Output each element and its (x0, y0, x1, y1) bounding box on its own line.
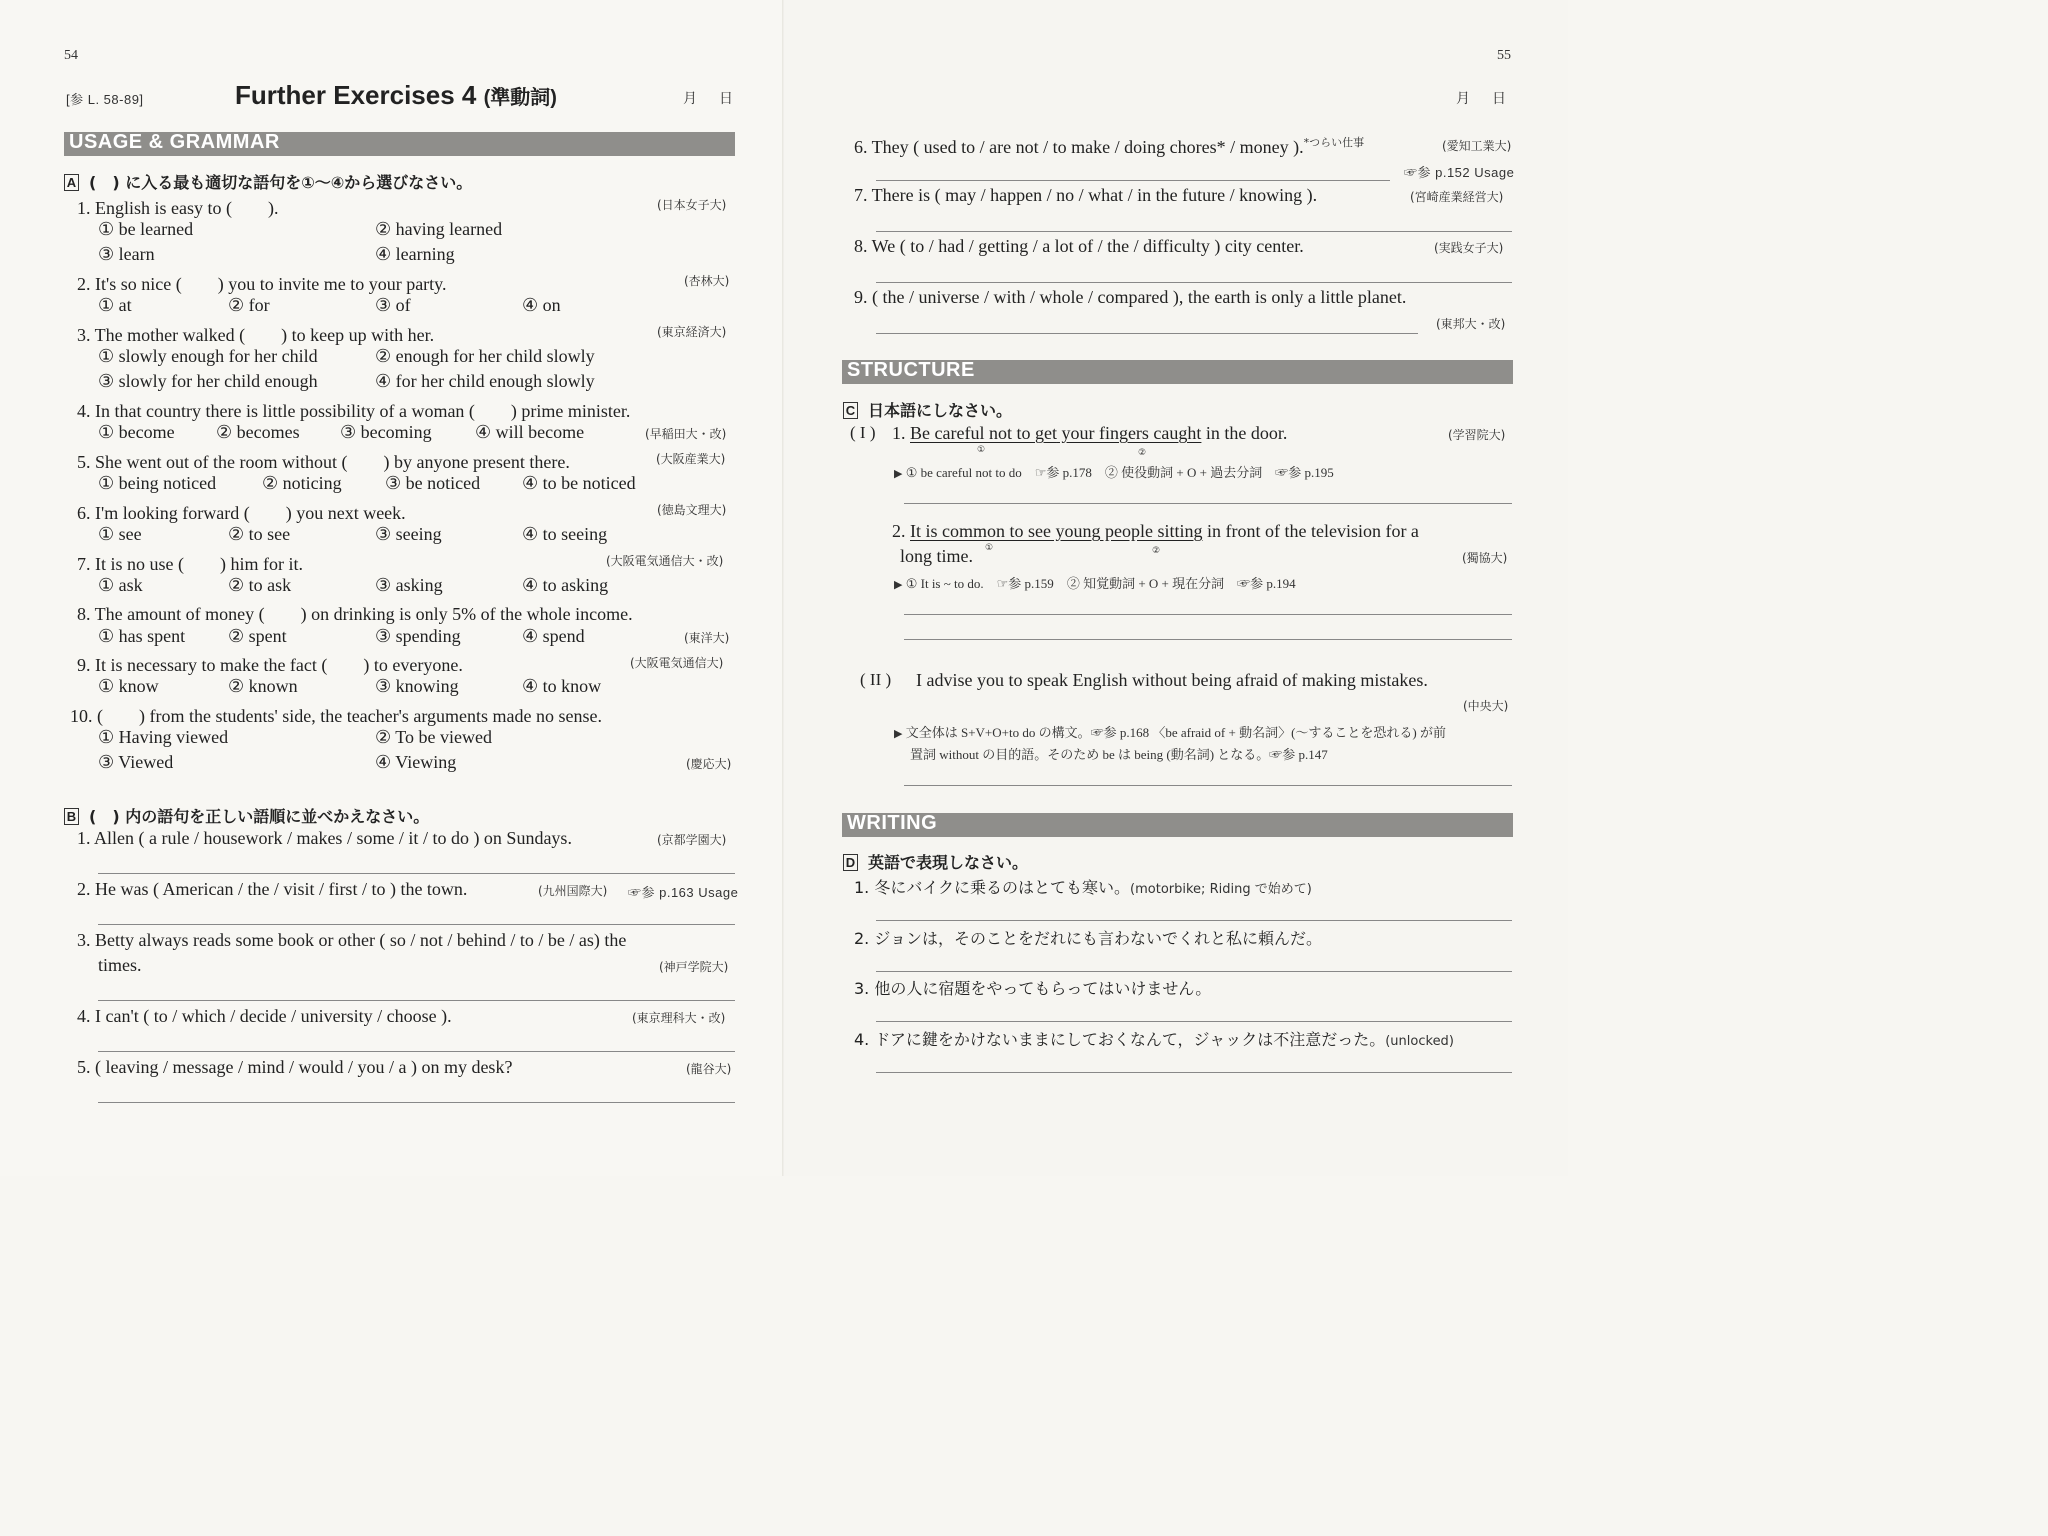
section-title: WRITING (847, 812, 938, 834)
answer-line (876, 920, 1512, 921)
answer-line (98, 1000, 735, 1001)
option: ① has spent (98, 626, 186, 646)
question-text: in the door. (1201, 423, 1288, 443)
option: ② spent (228, 626, 287, 646)
answer-line (876, 282, 1512, 283)
answer-line (876, 231, 1512, 232)
title-text: Further Exercises 4 (235, 80, 477, 110)
question-text: in front of the television for a (1202, 521, 1419, 541)
option: ② noticing (262, 473, 342, 493)
source: (慶応大) (686, 757, 732, 771)
part-a-instruction (64, 170, 472, 193)
answer-line (876, 1072, 1512, 1073)
source: (日本女子大) (657, 198, 727, 212)
answer-line (904, 503, 1512, 504)
question-b3: 3. Betty always reads some book or other ( so / not / behind / to / be / as) the (77, 930, 627, 950)
hint-text: ① be careful not to do (905, 465, 1022, 480)
option: ② to see (228, 524, 291, 544)
reference-tag: [参 L. 58-89] (66, 92, 144, 107)
option: ② having learned (375, 219, 503, 239)
source: (早稲田大・改) (645, 427, 727, 441)
option: ④ to seeing (522, 524, 608, 544)
option: ④ for her child enough slowly (375, 371, 595, 391)
option: ③ learn (98, 244, 155, 264)
option: ④ learning (375, 244, 455, 264)
footnote: *つらい仕事 (1303, 136, 1365, 149)
option: ① Having viewed (98, 727, 229, 747)
source: (京都学園大) (657, 833, 727, 847)
answer-line (904, 614, 1512, 615)
source: (東邦大・改) (1436, 317, 1506, 331)
part-a-label: A (64, 174, 79, 191)
part-d-instruction (843, 850, 1028, 873)
option: ③ of (375, 295, 411, 315)
part-d-label: D (843, 854, 858, 871)
question-b4: 4. I can't ( to / which / decide / university / choose ). (77, 1006, 452, 1026)
option: ① become (98, 422, 175, 442)
option: ② for (228, 295, 270, 315)
answer-line (98, 1051, 735, 1052)
source: (獨協大) (1462, 551, 1508, 565)
question-a5: 5. She went out of the room without ( ) by anyone present there. (77, 452, 570, 472)
option: ③ becoming (340, 422, 432, 442)
question-c1 (892, 423, 1287, 444)
option: ① slowly enough for her child (98, 346, 318, 366)
question-a7: 7. It is no use ( ) him for it. (77, 554, 303, 574)
question-a4: 4. In that country there is little possibility of a woman ( ) prime minister. (77, 401, 631, 421)
marker-1: ① (985, 543, 994, 553)
answer-line (876, 1021, 1512, 1022)
source: (中央大) (1463, 699, 1509, 713)
hint-text: ② 使役動詞 + O + 過去分詞 (1104, 465, 1263, 480)
answer-line (876, 971, 1512, 972)
source: (学習院大) (1448, 428, 1506, 442)
option: ② To be viewed (375, 727, 493, 747)
hint-c3-cont: 置詞 without の目的語。そのため be は being (動名詞) となる。☞参 p.147 (910, 747, 1328, 762)
option: ③ seeing (375, 524, 442, 544)
option: ② known (228, 676, 298, 696)
option: ④ to know (522, 676, 602, 696)
reference-link: ☞参 p.178 (1034, 465, 1092, 480)
option: ④ on (522, 295, 561, 315)
question-b7: 7. There is ( may / happen / no / what / in the future / knowing ). (854, 185, 1318, 205)
answer-line (904, 639, 1512, 640)
question-b5: 5. ( leaving / message / mind / would / you / a ) on my desk? (77, 1057, 513, 1077)
marker-2: ② (1138, 448, 1147, 458)
hint-text: 文全体は S+V+O+to do の構文。☞参 p.168 〈be afraid of + 動名詞〉(〜することを恐れる) が前 (905, 725, 1446, 740)
question-b8: 8. We ( to / had / getting / a lot of / the / difficulty ) city center. (854, 236, 1304, 256)
option: ④ to be noticed (522, 473, 636, 493)
option: ③ spending (375, 626, 461, 646)
page-number: 54 (64, 48, 78, 63)
question-a3: 3. The mother walked ( ) to keep up with her. (77, 325, 435, 345)
reference-link: ☞参 p.152 Usage (1404, 165, 1515, 180)
marker-1: ① (977, 445, 986, 455)
question-number: 2. (892, 521, 906, 541)
part-b-instruction (64, 804, 429, 827)
instruction-text: ( ) に入る最も適切な語句を①〜④から選びなさい。 (89, 173, 473, 192)
question-d4 (854, 1027, 1454, 1050)
option: ② becomes (216, 422, 300, 442)
option: ① be learned (98, 219, 194, 239)
reference-link: ☞参 p.159 (996, 576, 1054, 591)
instruction-text: ( ) 内の語句を正しい語順に並べかえなさい。 (89, 807, 430, 826)
answer-line (98, 1102, 735, 1103)
instruction-text: 日本語にしなさい。 (868, 401, 1013, 420)
page-number: 55 (1497, 48, 1511, 63)
reference-link: ☞参 p.195 (1275, 465, 1334, 480)
underlined-phrase-1: Be careful not to get (910, 423, 1057, 443)
option: ④ spend (522, 626, 585, 646)
option: ① see (98, 524, 142, 544)
hint-c3 (894, 722, 1446, 741)
source: (東洋大) (684, 631, 730, 645)
part-c-instruction (843, 398, 1012, 421)
source: (大阪電気通信大) (630, 656, 724, 670)
option: ④ Viewing (375, 752, 457, 772)
question-a9: 9. It is necessary to make the fact ( ) to everyone. (77, 655, 463, 675)
question-b9: 9. ( the / universe / with / whole / compared ), the earth is only a little planet. (854, 287, 1407, 307)
question-b2: 2. He was ( American / the / visit / first / to ) the town. (77, 879, 468, 899)
question-a2: 2. It's so nice ( ) you to invite me to your party. (77, 274, 447, 294)
question-a6: 6. I'm looking forward ( ) you next week. (77, 503, 406, 523)
group-i-label: ( I ) (850, 423, 876, 442)
question-d3: 3. 他の人に宿題をやってもらってはいけません。 (854, 979, 1212, 998)
group-ii-label: ( II ) (860, 670, 892, 689)
question-b1: 1. Allen ( a rule / housework / makes / some / it / to do ) on Sundays. (77, 828, 572, 848)
source: (東京理科大・改) (632, 1011, 726, 1025)
hint-text: ② 知覚動詞 + O + 現在分詞 (1066, 576, 1225, 591)
source: (宮崎産業経営大) (1410, 190, 1504, 204)
source: (徳島文理大) (657, 503, 727, 517)
option: ③ be noticed (385, 473, 481, 493)
part-c-label: C (843, 402, 858, 419)
marker-2: ② (1152, 546, 1161, 556)
hint-c2 (894, 573, 1296, 592)
option: ① at (98, 295, 132, 315)
reference-link: ☞参 p.194 (1237, 576, 1296, 591)
source: (龍谷大) (686, 1062, 732, 1076)
question-d2: 2. ジョンは，そのことをだれにも言わないでくれと私に頼んだ。 (854, 929, 1323, 948)
option: ④ will become (475, 422, 585, 442)
reference-link: ☞参 p.163 Usage (628, 885, 739, 900)
section-bar-structure (842, 360, 1513, 384)
option: ① being noticed (98, 473, 217, 493)
option: ② enough for her child slowly (375, 346, 595, 366)
option: ② to ask (228, 575, 292, 595)
date-field: 月 日 (683, 92, 737, 107)
source: (九州国際大) (538, 884, 608, 898)
page-title (235, 80, 557, 111)
question-text: 1. 冬にバイクに乗るのはとても寒い。 (854, 878, 1131, 897)
section-title: STRUCTURE (847, 359, 975, 381)
underlined-phrase-1: It is common to see (910, 521, 1051, 541)
source: (神戸学院大) (659, 960, 729, 974)
option: ① ask (98, 575, 143, 595)
answer-line (904, 785, 1512, 786)
question-b6 (854, 134, 1364, 158)
section-bar-writing (842, 813, 1513, 837)
option: ③ slowly for her child enough (98, 371, 318, 391)
answer-line (876, 333, 1418, 334)
answer-line (876, 180, 1390, 181)
question-c2-cont: long time. (900, 546, 973, 566)
option: ① know (98, 676, 159, 696)
question-a10: 10. ( ) from the students' side, the teacher's arguments made no sense. (70, 706, 603, 726)
source: (実践女子大) (1434, 241, 1504, 255)
left-page (0, 0, 784, 1176)
date-field: 月 日 (1456, 92, 1510, 107)
section-title: USAGE & GRAMMAR (69, 131, 280, 153)
hint-text: ① It is ~ to do. (905, 576, 984, 591)
question-a8: 8. The amount of money ( ) on drinking is only 5% of the whole income. (77, 604, 633, 624)
answer-line (98, 924, 735, 925)
question-d1 (854, 875, 1312, 898)
question-b3-cont: times. (98, 955, 142, 975)
section-bar-usage (64, 132, 735, 156)
source: (杏林大) (684, 274, 730, 288)
hint-c1 (894, 462, 1334, 481)
option: ④ to asking (522, 575, 609, 595)
answer-line (98, 873, 735, 874)
underlined-phrase-2: your fingers caught (1056, 423, 1202, 443)
triangle-icon: ▶ (894, 728, 903, 740)
question-a1: 1. English is easy to ( ). (77, 198, 279, 218)
question-c3: I advise you to speak English without being afraid of making mistakes. (916, 670, 1428, 690)
question-c2 (892, 521, 1419, 542)
title-jp: (準動詞) (483, 87, 557, 109)
instruction-text: 英語で表現しなさい。 (868, 853, 1029, 872)
hint-text: (unlocked) (1385, 1034, 1454, 1049)
triangle-icon: ▶ (894, 579, 903, 591)
right-page (784, 0, 1568, 1176)
question-number: 1. (892, 423, 906, 443)
part-b-label: B (64, 808, 79, 825)
option: ③ asking (375, 575, 443, 595)
source: (大阪産業大) (656, 452, 726, 466)
option: ③ knowing (375, 676, 459, 696)
option: ③ Viewed (98, 752, 174, 772)
question-text: 4. ドアに鍵をかけないままにしておくなんて，ジャックは不注意だった。 (854, 1030, 1386, 1049)
question-text: 6. They ( used to / are not / to make / doing chores* / money ). (854, 137, 1304, 157)
source: (愛知工業大) (1442, 139, 1512, 153)
triangle-icon: ▶ (894, 468, 903, 480)
source: (東京経済大) (657, 325, 727, 339)
underlined-phrase-2: young people sitting (1050, 521, 1203, 541)
source: (大阪電気通信大・改) (606, 554, 724, 568)
hint-text: (motorbike; Riding で始めて) (1130, 882, 1312, 897)
